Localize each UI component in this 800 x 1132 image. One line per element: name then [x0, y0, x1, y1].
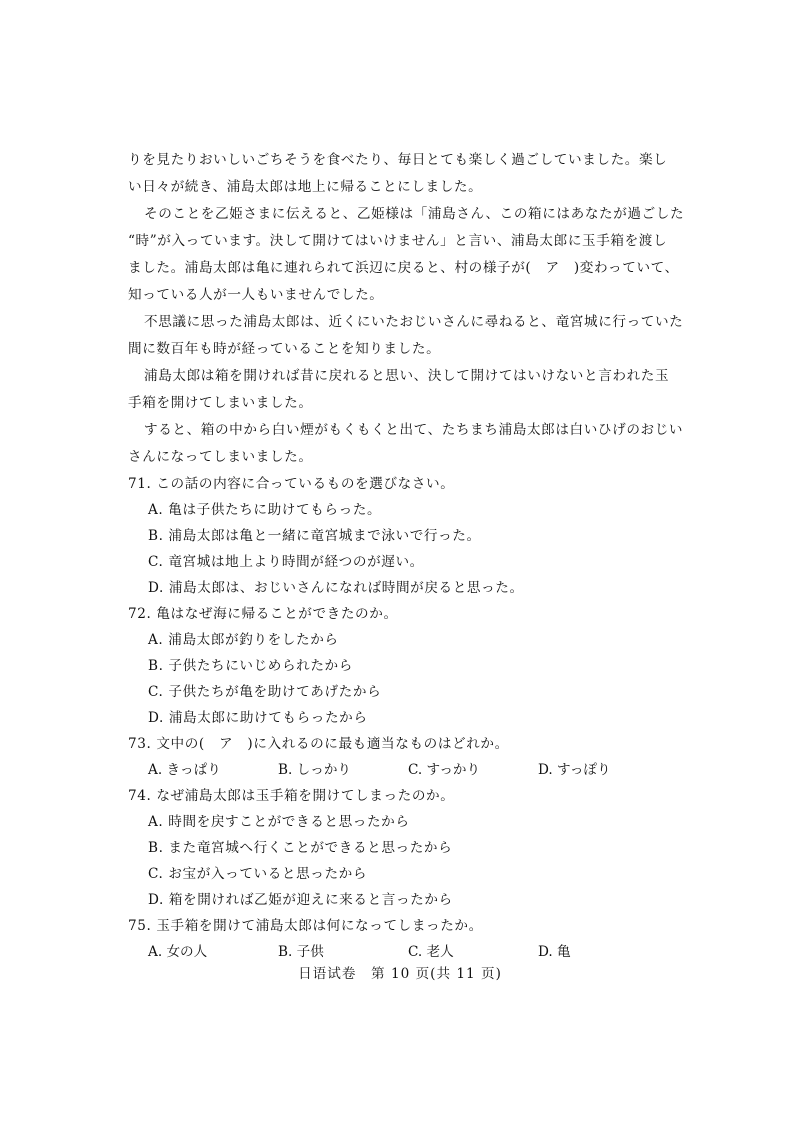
passage-line: 間に数百年も時が経っていることを知りました。	[128, 341, 441, 357]
question-73-option-b: B. しっかり	[278, 762, 352, 778]
page-footer: 日语试卷 第 10 页(共 11 页)	[298, 966, 502, 982]
question-71-option-c: C. 竜宮城は地上より時間が経つのが遅い。	[148, 554, 424, 570]
question-75-option-a: A. 女の人	[148, 944, 208, 960]
question-73-stem: 73. 文中の( ア )に入れるのに最も適当なものはどれか。	[128, 736, 509, 752]
question-74-option-a: A. 時間を戻すことができると思ったから	[148, 814, 410, 830]
question-75-stem: 75. 玉手箱を開けて浦島太郎は何になってしまったか。	[128, 918, 483, 934]
passage-line: ました。浦島太郎は亀に連れられて浜辺に戻ると、村の様子が( ア )変わっていて、	[128, 260, 679, 276]
passage-line: 不思議に思った浦島太郎は、近くにいたおじいさんに尋ねると、竜宮城に行っていた	[144, 314, 684, 330]
passage-line: さんになってしまいました。	[128, 449, 313, 465]
question-75-option-d: D. 亀	[538, 944, 571, 960]
passage-line: そのことを乙姫さまに伝えると、乙姫様は「浦島さん、この箱にはあなたが過ごした	[144, 206, 685, 222]
question-73-options	[148, 760, 668, 780]
question-75-option-c: C. 老人	[408, 944, 454, 960]
question-74-option-c: C. お宝が入っていると思ったから	[148, 866, 368, 882]
passage-line: すると、箱の中から白い煙がもくもくと出て、たちまち浦島太郎は白いひげのおじい	[144, 422, 684, 438]
passage-line: い日々が続き、浦島太郎は地上に帰ることにしました。	[128, 179, 483, 195]
question-75-option-b: B. 子供	[278, 944, 324, 960]
question-72-option-c: C. 子供たちが亀を助けてあげたから	[148, 684, 382, 700]
question-74-option-d: D. 箱を開ければ乙姫が迎えに来ると言ったから	[148, 892, 453, 908]
passage-line: 知っている人が一人もいませんでした。	[128, 287, 384, 303]
passage-line: りを見たりおいしいごちそうを食べたり、毎日とても楽しく過ごしていました。楽し	[128, 152, 668, 168]
question-74-option-b: B. また竜宮城へ行くことができると思ったから	[148, 840, 453, 856]
question-73-option-a: A. きっぱり	[148, 762, 221, 778]
passage-line: “時”が入っています。決して開けてはいけません」と言い、浦島太郎に玉手箱を渡し	[128, 233, 668, 249]
question-72-option-b: B. 子供たちにいじめられたから	[148, 658, 353, 674]
question-71-option-d: D. 浦島太郎は、おじいさんになれば時間が戻ると思った。	[148, 580, 524, 596]
question-72-option-a: A. 浦島太郎が釣りをしたから	[148, 632, 339, 648]
question-71-stem: 71. この話の内容に合っているものを選びなさい。	[128, 476, 455, 492]
question-71-option-a: A. 亀は子供たちに助けてもらった。	[148, 502, 382, 518]
passage-line: 浦島太郎は箱を開ければ昔に戻れると思い、決して開けてはいけないと言われた玉	[144, 368, 670, 384]
question-71-option-b: B. 浦島太郎は亀と一緒に竜宮城まで泳いで行った。	[148, 528, 481, 544]
question-72-stem: 72. 亀はなぜ海に帰ることができたのか。	[128, 606, 398, 622]
question-75-options	[148, 942, 668, 962]
question-73-option-d: D. すっぽり	[538, 762, 611, 778]
passage-line: 手箱を開けてしまいました。	[128, 395, 313, 411]
question-74-stem: 74. なぜ浦島太郎は玉手箱を開けてしまったのか。	[128, 788, 455, 804]
question-73-option-c: C. すっかり	[408, 762, 481, 778]
question-72-option-d: D. 浦島太郎に助けてもらったから	[148, 710, 368, 726]
